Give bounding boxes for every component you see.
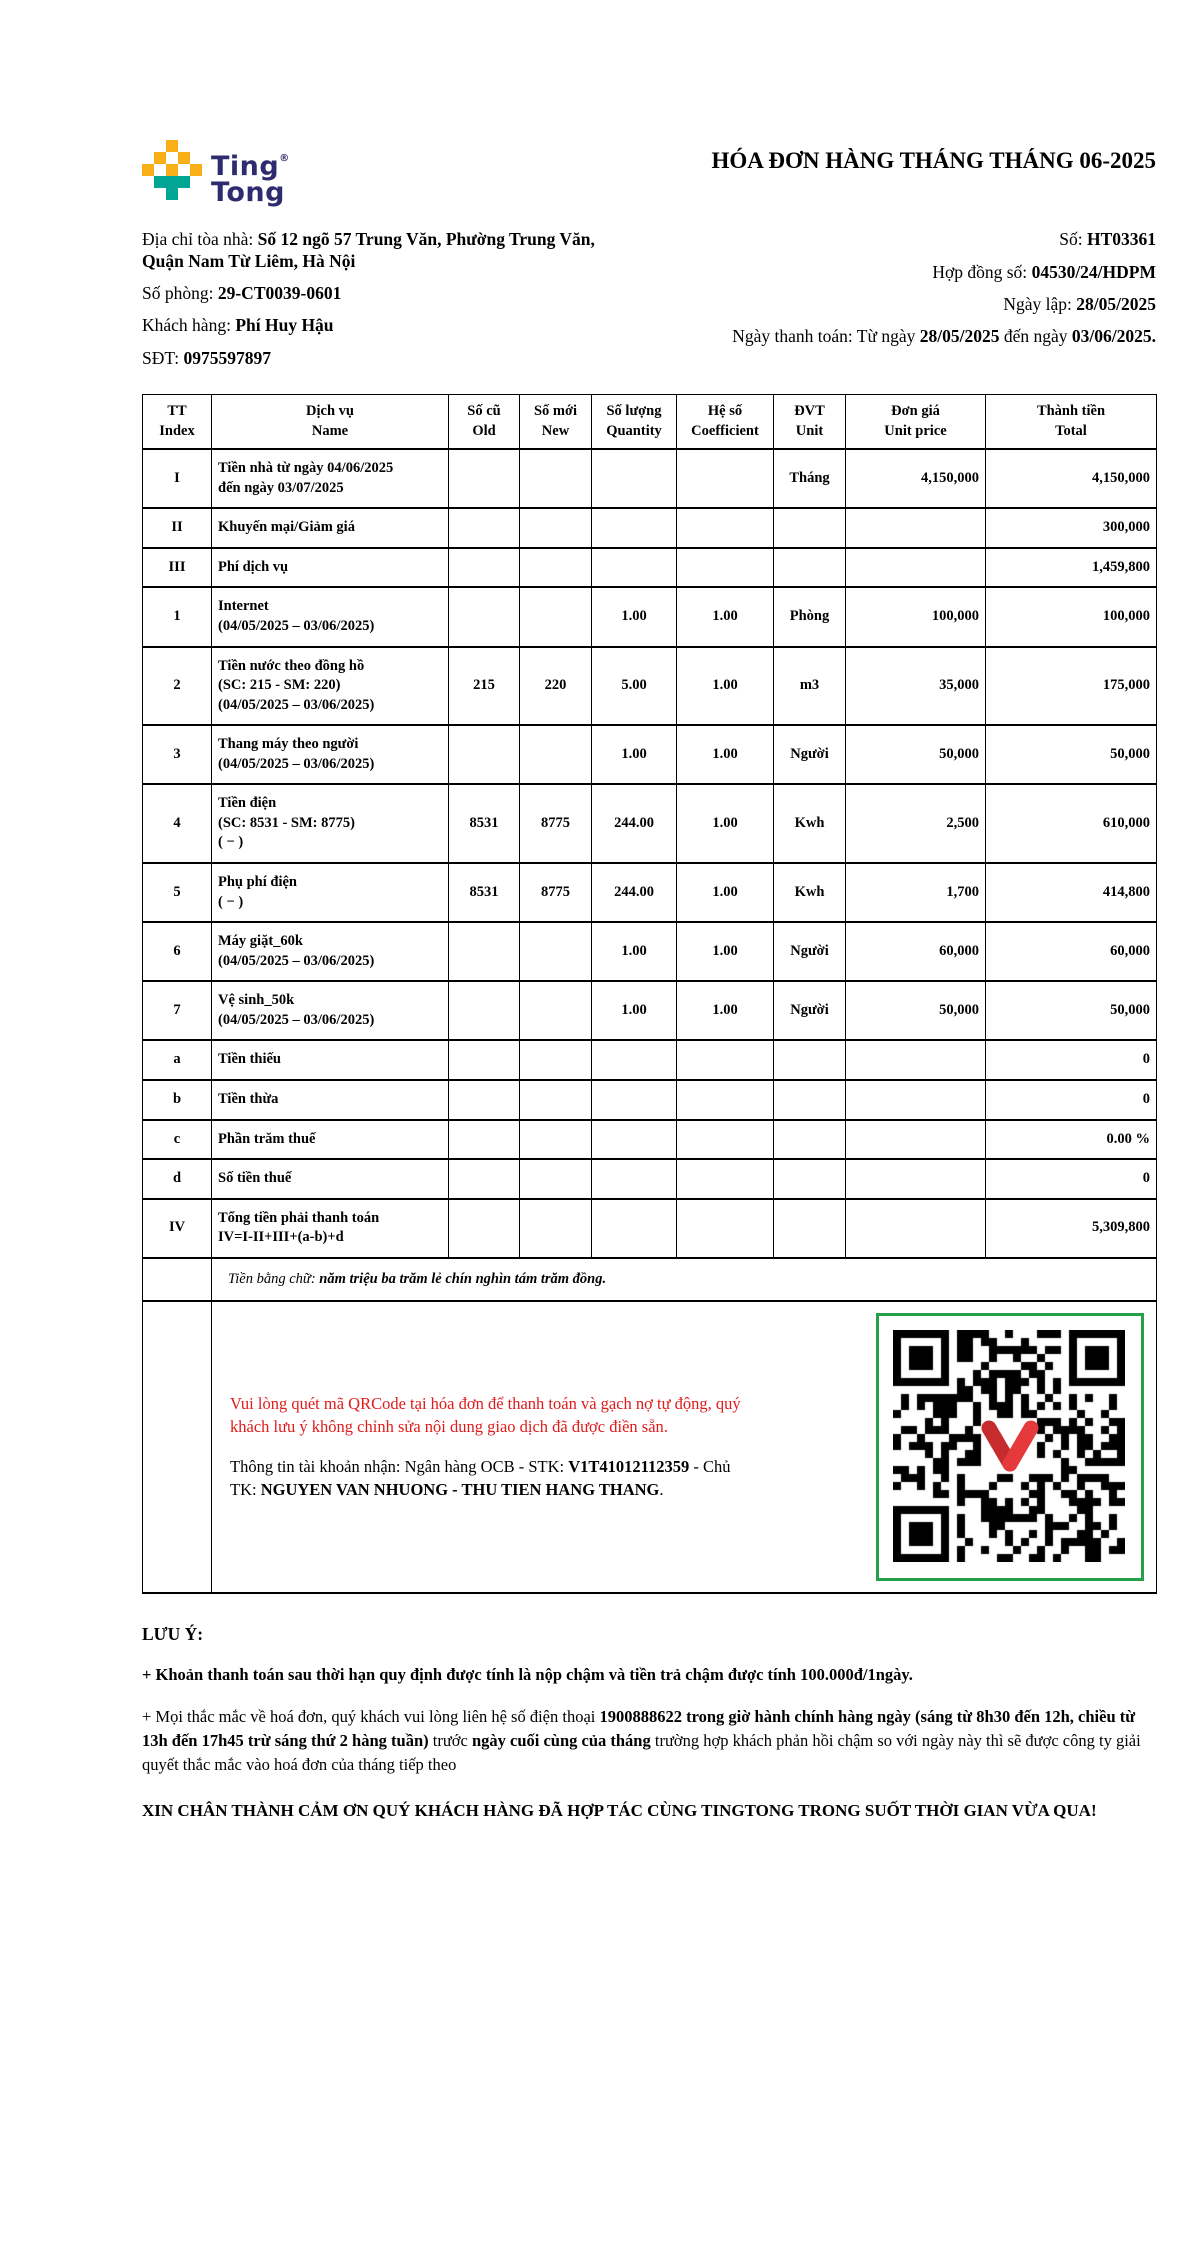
col-header-total: Thành tiền Total — [986, 395, 1157, 450]
service-name-cell: Khuyến mại/Giảm giá — [212, 508, 449, 548]
price-cell — [846, 1080, 986, 1120]
tt-cell: III — [143, 548, 212, 588]
tt-cell: II — [143, 508, 212, 548]
payment-qr-code — [876, 1313, 1144, 1581]
unit-cell: Phòng — [774, 587, 846, 646]
logo-wordmark — [211, 151, 290, 208]
logo-word-bottom: Tong — [211, 176, 285, 208]
tt-cell: 7 — [143, 981, 212, 1040]
qty-cell: 1.00 — [592, 587, 677, 646]
coef-cell — [677, 1080, 774, 1120]
footer-notes — [142, 1624, 1156, 1823]
col-header-unit: ĐVT Unit — [774, 395, 846, 450]
service-name-cell: Tiền nhà từ ngày 04/06/2025 đến ngày 03/07/2025 — [212, 449, 449, 508]
service-name-cell: Phí dịch vụ — [212, 548, 449, 588]
logo-pixel — [190, 164, 202, 176]
old-cell — [449, 449, 520, 508]
notes-heading: LƯU Ý: — [142, 1624, 204, 1645]
coef-cell: 1.00 — [677, 922, 774, 981]
unit-cell — [774, 1040, 846, 1080]
unit-cell — [774, 1080, 846, 1120]
total-cell: 175,000 — [986, 647, 1157, 726]
price-cell: 4,150,000 — [846, 449, 986, 508]
new-cell — [520, 508, 592, 548]
total-cell: 414,800 — [986, 863, 1157, 922]
qty-cell: 1.00 — [592, 725, 677, 784]
old-cell — [449, 1159, 520, 1199]
service-name-cell: Phần trăm thuế — [212, 1120, 449, 1160]
qty-cell: 244.00 — [592, 784, 677, 863]
new-cell — [520, 449, 592, 508]
old-cell: 215 — [449, 647, 520, 726]
table-body — [143, 449, 1157, 1258]
service-name-cell: Vệ sinh_50k (04/05/2025 – 03/06/2025) — [212, 981, 449, 1040]
amount-in-words-row — [143, 1258, 1157, 1302]
thank-you-note: XIN CHÂN THÀNH CẢM ƠN QUÝ KHÁCH HÀNG ĐÃ HỢP TÁC CÙNG TINGTONG TRONG SUỐT THỜI GIAN VỪA QUA! — [142, 1801, 1097, 1821]
empty-cell — [143, 1301, 212, 1593]
price-cell — [846, 1159, 986, 1199]
price-cell — [846, 1040, 986, 1080]
charges-table — [142, 394, 1157, 1594]
total-cell: 300,000 — [986, 508, 1157, 548]
total-cell: 0 — [986, 1080, 1157, 1120]
tt-cell: 5 — [143, 863, 212, 922]
new-cell — [520, 922, 592, 981]
new-cell — [520, 1040, 592, 1080]
tingtong-logo-icon — [142, 140, 202, 202]
table-row — [143, 1040, 1157, 1080]
customer-name: Khách hàng: Phí Huy Hậu — [142, 315, 334, 336]
service-name-cell: Tiền điện (SC: 8531 - SM: 8775) ( − ) — [212, 784, 449, 863]
unit-cell: Người — [774, 981, 846, 1040]
new-cell — [520, 981, 592, 1040]
col-header-name: Dịch vụ Name — [212, 395, 449, 450]
logo-pixel — [154, 152, 166, 164]
price-cell — [846, 1120, 986, 1160]
qty-cell — [592, 508, 677, 548]
coef-cell — [677, 508, 774, 548]
invoice-number: Số: HT03361 — [1059, 229, 1156, 250]
coef-cell: 1.00 — [677, 784, 774, 863]
col-header-old: Số cũ Old — [449, 395, 520, 450]
coef-cell: 1.00 — [677, 587, 774, 646]
unit-cell: Người — [774, 922, 846, 981]
new-cell: 220 — [520, 647, 592, 726]
unit-cell: Tháng — [774, 449, 846, 508]
table-row — [143, 647, 1157, 726]
price-cell: 2,500 — [846, 784, 986, 863]
total-cell: 100,000 — [986, 587, 1157, 646]
price-cell — [846, 508, 986, 548]
tingtong-logo — [142, 140, 290, 208]
registered-mark: ® — [279, 153, 290, 164]
coef-cell — [677, 1199, 774, 1258]
coef-cell — [677, 1159, 774, 1199]
old-cell — [449, 587, 520, 646]
old-cell — [449, 1080, 520, 1120]
table-row — [143, 784, 1157, 863]
qty-cell: 5.00 — [592, 647, 677, 726]
building-address: Địa chỉ tòa nhà: Số 12 ngõ 57 Trung Văn, Phường Trung Văn, Quận Nam Từ Liêm, Hà Nội — [142, 229, 595, 271]
tt-cell: 1 — [143, 587, 212, 646]
service-name-cell: Tiền nước theo đồng hồ (SC: 215 - SM: 220) (04/05/2025 – 03/06/2025) — [212, 647, 449, 726]
col-header-coefficient: Hệ số Coefficient — [677, 395, 774, 450]
old-cell — [449, 548, 520, 588]
logo-pixel — [154, 176, 190, 188]
old-cell — [449, 922, 520, 981]
payment-period: Ngày thanh toán: Từ ngày 28/05/2025 đến ngày 03/06/2025. — [732, 326, 1156, 347]
new-cell — [520, 1159, 592, 1199]
coef-cell: 1.00 — [677, 725, 774, 784]
tt-cell: b — [143, 1080, 212, 1120]
tt-cell: IV — [143, 1199, 212, 1258]
qr-instructions — [222, 1393, 749, 1502]
old-cell: 8531 — [449, 784, 520, 863]
issue-date: Ngày lập: 28/05/2025 — [1003, 293, 1156, 314]
new-cell — [520, 587, 592, 646]
total-cell: 0 — [986, 1040, 1157, 1080]
new-cell: 8775 — [520, 784, 592, 863]
table-row — [143, 981, 1157, 1040]
room-number: Số phòng: 29-CT0039-0601 — [142, 282, 342, 303]
total-cell: 4,150,000 — [986, 449, 1157, 508]
logo-pixel — [142, 164, 154, 176]
service-name-cell: Internet (04/05/2025 – 03/06/2025) — [212, 587, 449, 646]
new-cell — [520, 1080, 592, 1120]
logo-pixel — [178, 152, 190, 164]
total-cell: 5,309,800 — [986, 1199, 1157, 1258]
unit-cell — [774, 548, 846, 588]
total-cell: 50,000 — [986, 981, 1157, 1040]
qty-cell — [592, 1040, 677, 1080]
coef-cell: 1.00 — [677, 863, 774, 922]
new-cell: 8775 — [520, 863, 592, 922]
old-cell — [449, 1199, 520, 1258]
tt-cell: 6 — [143, 922, 212, 981]
table-row — [143, 508, 1157, 548]
account-info: Thông tin tài khoản nhận: Ngân hàng OCB - STK: V1T41012112359 - Chủ TK: NGUYEN VAN NHUONG - THU TIEN HANG THANG. — [230, 1457, 731, 1500]
price-cell: 1,700 — [846, 863, 986, 922]
qty-cell: 1.00 — [592, 981, 677, 1040]
tt-cell: I — [143, 449, 212, 508]
qty-cell — [592, 1120, 677, 1160]
total-cell: 1,459,800 — [986, 548, 1157, 588]
price-cell: 100,000 — [846, 587, 986, 646]
table-extra — [143, 1258, 1157, 1594]
service-name-cell: Máy giặt_60k (04/05/2025 – 03/06/2025) — [212, 922, 449, 981]
old-cell — [449, 1120, 520, 1160]
qr-row — [143, 1301, 1157, 1593]
table-row — [143, 1120, 1157, 1160]
old-cell: 8531 — [449, 863, 520, 922]
tt-cell: c — [143, 1120, 212, 1160]
table-row — [143, 449, 1157, 508]
price-cell: 50,000 — [846, 725, 986, 784]
price-cell — [846, 1199, 986, 1258]
service-name-cell: Thang máy theo người (04/05/2025 – 03/06/2025) — [212, 725, 449, 784]
total-cell: 0.00 % — [986, 1120, 1157, 1160]
unit-cell — [774, 1120, 846, 1160]
col-header-index: TT Index — [143, 395, 212, 450]
table-header — [143, 395, 1157, 450]
table-row — [143, 1080, 1157, 1120]
table-row — [143, 725, 1157, 784]
coef-cell — [677, 449, 774, 508]
table-row — [143, 1199, 1157, 1258]
logo-word-top: Ting — [211, 151, 280, 182]
tt-cell: 3 — [143, 725, 212, 784]
tt-cell: 2 — [143, 647, 212, 726]
qty-cell: 1.00 — [592, 922, 677, 981]
col-header-unit-price: Đơn giá Unit price — [846, 395, 986, 450]
service-name-cell: Tiền thừa — [212, 1080, 449, 1120]
old-cell — [449, 1040, 520, 1080]
unit-cell — [774, 1199, 846, 1258]
service-name-cell: Phụ phí điện ( − ) — [212, 863, 449, 922]
invoice-title: HÓA ĐƠN HÀNG THÁNG THÁNG 06-2025 — [711, 148, 1156, 173]
coef-cell — [677, 1120, 774, 1160]
unit-cell — [774, 508, 846, 548]
qty-cell — [592, 449, 677, 508]
customer-info — [142, 229, 622, 380]
table-row — [143, 1159, 1157, 1199]
invoice-info — [142, 229, 1156, 380]
qr-note-red: Vui lòng quét mã QRCode tại hóa đơn để thanh toán và gạch nợ tự động, quý khách lưu ý không chỉnh sửa nội dung giao dịch đã được điền sẵn. — [230, 1393, 741, 1436]
table-row — [143, 922, 1157, 981]
qty-cell — [592, 1159, 677, 1199]
new-cell — [520, 548, 592, 588]
service-name-cell: Tổng tiền phải thanh toán IV=I-II+III+(a-b)+d — [212, 1199, 449, 1258]
logo-pixel — [166, 140, 178, 152]
unit-cell: Kwh — [774, 863, 846, 922]
unit-cell — [774, 1159, 846, 1199]
coef-cell — [677, 548, 774, 588]
qr-cell — [212, 1301, 1157, 1593]
new-cell — [520, 1199, 592, 1258]
tt-cell: 4 — [143, 784, 212, 863]
total-cell: 0 — [986, 1159, 1157, 1199]
empty-cell — [143, 1258, 212, 1302]
tt-cell: a — [143, 1040, 212, 1080]
old-cell — [449, 725, 520, 784]
unit-cell: Kwh — [774, 784, 846, 863]
total-cell: 50,000 — [986, 725, 1157, 784]
new-cell — [520, 725, 592, 784]
service-name-cell: Số tiền thuế — [212, 1159, 449, 1199]
col-header-quantity: Số lượng Quantity — [592, 395, 677, 450]
late-payment-note: + Khoản thanh toán sau thời hạn quy định được tính là nộp chậm và tiền trả chậm được tính 100.000đ/1ngày. — [142, 1665, 913, 1685]
qty-cell — [592, 1080, 677, 1120]
coef-cell: 1.00 — [677, 647, 774, 726]
unit-cell: Người — [774, 725, 846, 784]
price-cell — [846, 548, 986, 588]
logo-pixel — [166, 188, 178, 200]
invoice-meta — [732, 229, 1156, 380]
table-row — [143, 587, 1157, 646]
amount-in-words: Tiền bằng chữ: năm triệu ba trăm lẻ chín nghìn tám trăm đồng. — [212, 1258, 1157, 1302]
unit-cell: m3 — [774, 647, 846, 726]
tt-cell: d — [143, 1159, 212, 1199]
customer-phone: SĐT: 0975597897 — [142, 347, 271, 368]
old-cell — [449, 508, 520, 548]
price-cell: 35,000 — [846, 647, 986, 726]
total-cell: 610,000 — [986, 784, 1157, 863]
total-cell: 60,000 — [986, 922, 1157, 981]
new-cell — [520, 1120, 592, 1160]
table-row — [143, 548, 1157, 588]
price-cell: 60,000 — [846, 922, 986, 981]
old-cell — [449, 981, 520, 1040]
qr-heart-icon — [977, 1418, 1043, 1476]
col-header-new: Số mới New — [520, 395, 592, 450]
coef-cell — [677, 1040, 774, 1080]
contract-number: Hợp đồng số: 04530/24/HDPM — [932, 261, 1156, 282]
logo-pixel — [166, 164, 178, 176]
qty-cell: 244.00 — [592, 863, 677, 922]
table-row — [143, 863, 1157, 922]
hotline-note: + Mọi thắc mắc về hoá đơn, quý khách vui lòng liên hệ số điện thoại 1900888622 trong giờ hành chính hàng ngày (sáng từ 8h30 đến 12h, chiều từ 13h đến 17h45 trừ sáng thứ 2 hàng tuần) trước ngày cuối cùng của tháng trường hợp khách phản hồi chậm so với ngày này thì sẽ được công ty giải quyết thắc mắc vào hoá đơn của tháng tiếp theo — [142, 1707, 1141, 1775]
qty-cell — [592, 1199, 677, 1258]
price-cell: 50,000 — [846, 981, 986, 1040]
service-name-cell: Tiền thiếu — [212, 1040, 449, 1080]
coef-cell: 1.00 — [677, 981, 774, 1040]
header — [142, 140, 1156, 208]
qty-cell — [592, 548, 677, 588]
